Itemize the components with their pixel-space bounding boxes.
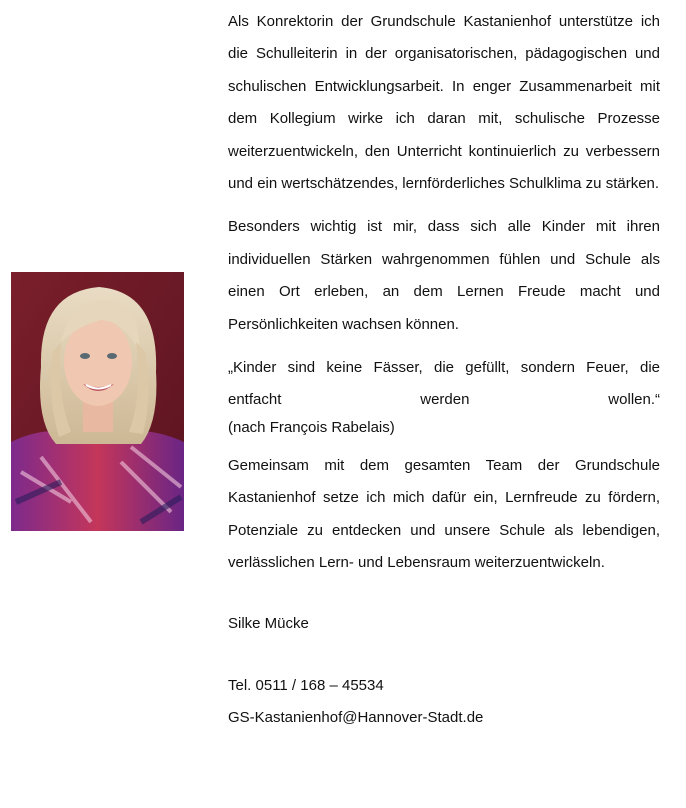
email-address[interactable]: GS-Kastanienhof@Hannover-Stadt.de xyxy=(228,709,484,727)
text-column xyxy=(228,6,660,735)
quote-block xyxy=(228,352,660,439)
quote-text: „Kinder sind keine Fässer, die gefüllt, sondern Feuer, die entfacht werden wollen.“ xyxy=(228,359,660,409)
phone-number: Tel. 0511 / 168 – 45534 xyxy=(228,676,384,694)
signature-name: Silke Mücke xyxy=(228,614,309,632)
portrait-photo xyxy=(11,272,184,531)
values-paragraph: Besonders wichtig ist mir, dass sich alle Kinder mit ihren individuellen Stärken wahrgenommen fühlen und Schule als einen Ort erleben, an dem Lernen Freude macht und Persönlichkeiten wachsen können. xyxy=(228,218,660,333)
contact-info xyxy=(228,670,660,735)
closing-paragraph: Gemeinsam mit dem gesamten Team der Grundschule Kastanienhof setze ich mich dafür ein, Lernfreude zu fördern, Potenziale zu entdecken und unsere Schule als lebendigen, verlässlichen Lern- und Lebensraum weiterzuentwickeln. xyxy=(228,456,660,572)
quote-source: (nach François Rabelais) xyxy=(228,418,395,436)
intro-paragraph: Als Konrektorin der Grundschule Kastanienhof unterstütze ich die Schulleiterin in der organisatorischen, pädagogischen und schulischen Entwicklungsarbeit. In enger Zusammenarbeit mit dem Kollegium wirke ich daran mit, schulische Prozesse weiterzuentwickeln, den Unterricht kontinuierlich zu verbessern und ein wertschätzendes, lernförderliches Schulklima zu stärken. xyxy=(228,13,660,193)
